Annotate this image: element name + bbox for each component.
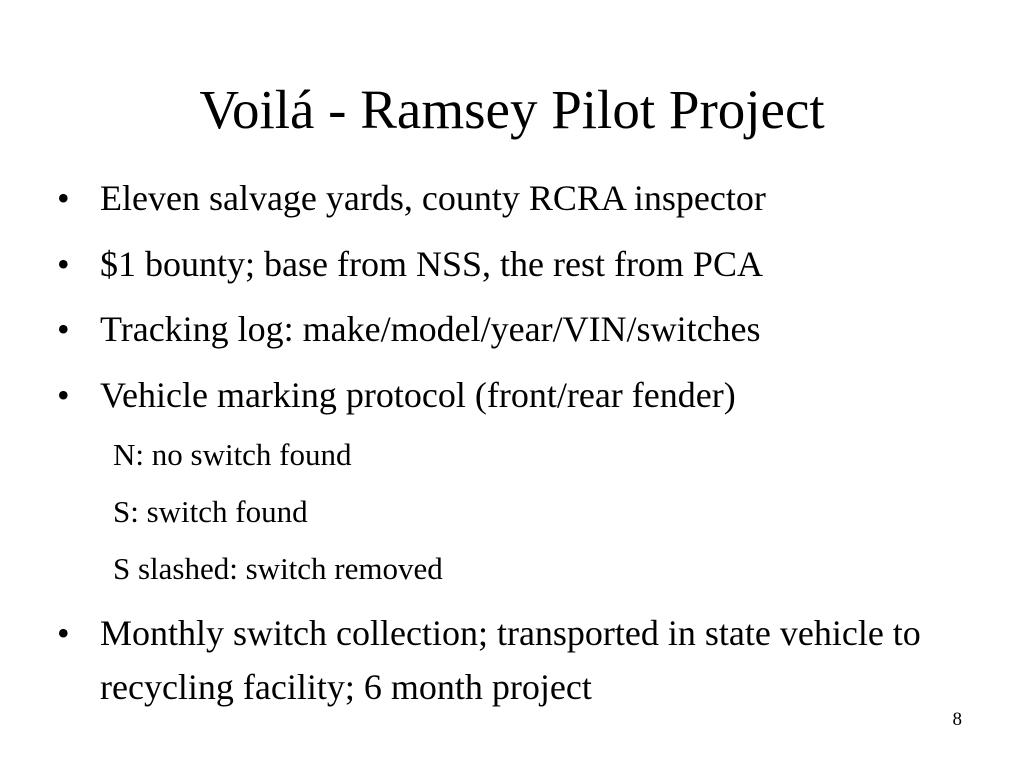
page-number: 8 (952, 709, 962, 730)
bullet-item (57, 368, 977, 422)
bullet-dot: • (57, 613, 70, 653)
sub-item: N: no switch found (113, 437, 352, 472)
sub-item: S slashed: switch removed (113, 551, 443, 586)
bullet-dot: • (57, 375, 70, 415)
bullet-item (57, 237, 977, 291)
bullet-text: Eleven salvage yards, county RCRA inspector (100, 178, 766, 218)
bullet-text: Vehicle marking protocol (front/rear fender) (100, 375, 736, 415)
bullet-dot: • (57, 178, 70, 218)
bullet-text: Tracking log: make/model/year/VIN/switches (100, 309, 761, 349)
bullet-dot: • (57, 244, 70, 284)
bullet-item (57, 302, 977, 356)
bullet-item (57, 171, 977, 225)
bullet-item (57, 606, 977, 714)
slide-title: Voilá - Ramsey Pilot Project (199, 79, 825, 140)
bullet-text: $1 bounty; base from NSS, the rest from PCA (100, 244, 763, 284)
bullet-text: Monthly switch collection; transported in state vehicle to recycling facility; 6 month project (100, 613, 921, 707)
bullet-dot: • (57, 309, 70, 349)
sub-item: S: switch found (113, 494, 308, 529)
